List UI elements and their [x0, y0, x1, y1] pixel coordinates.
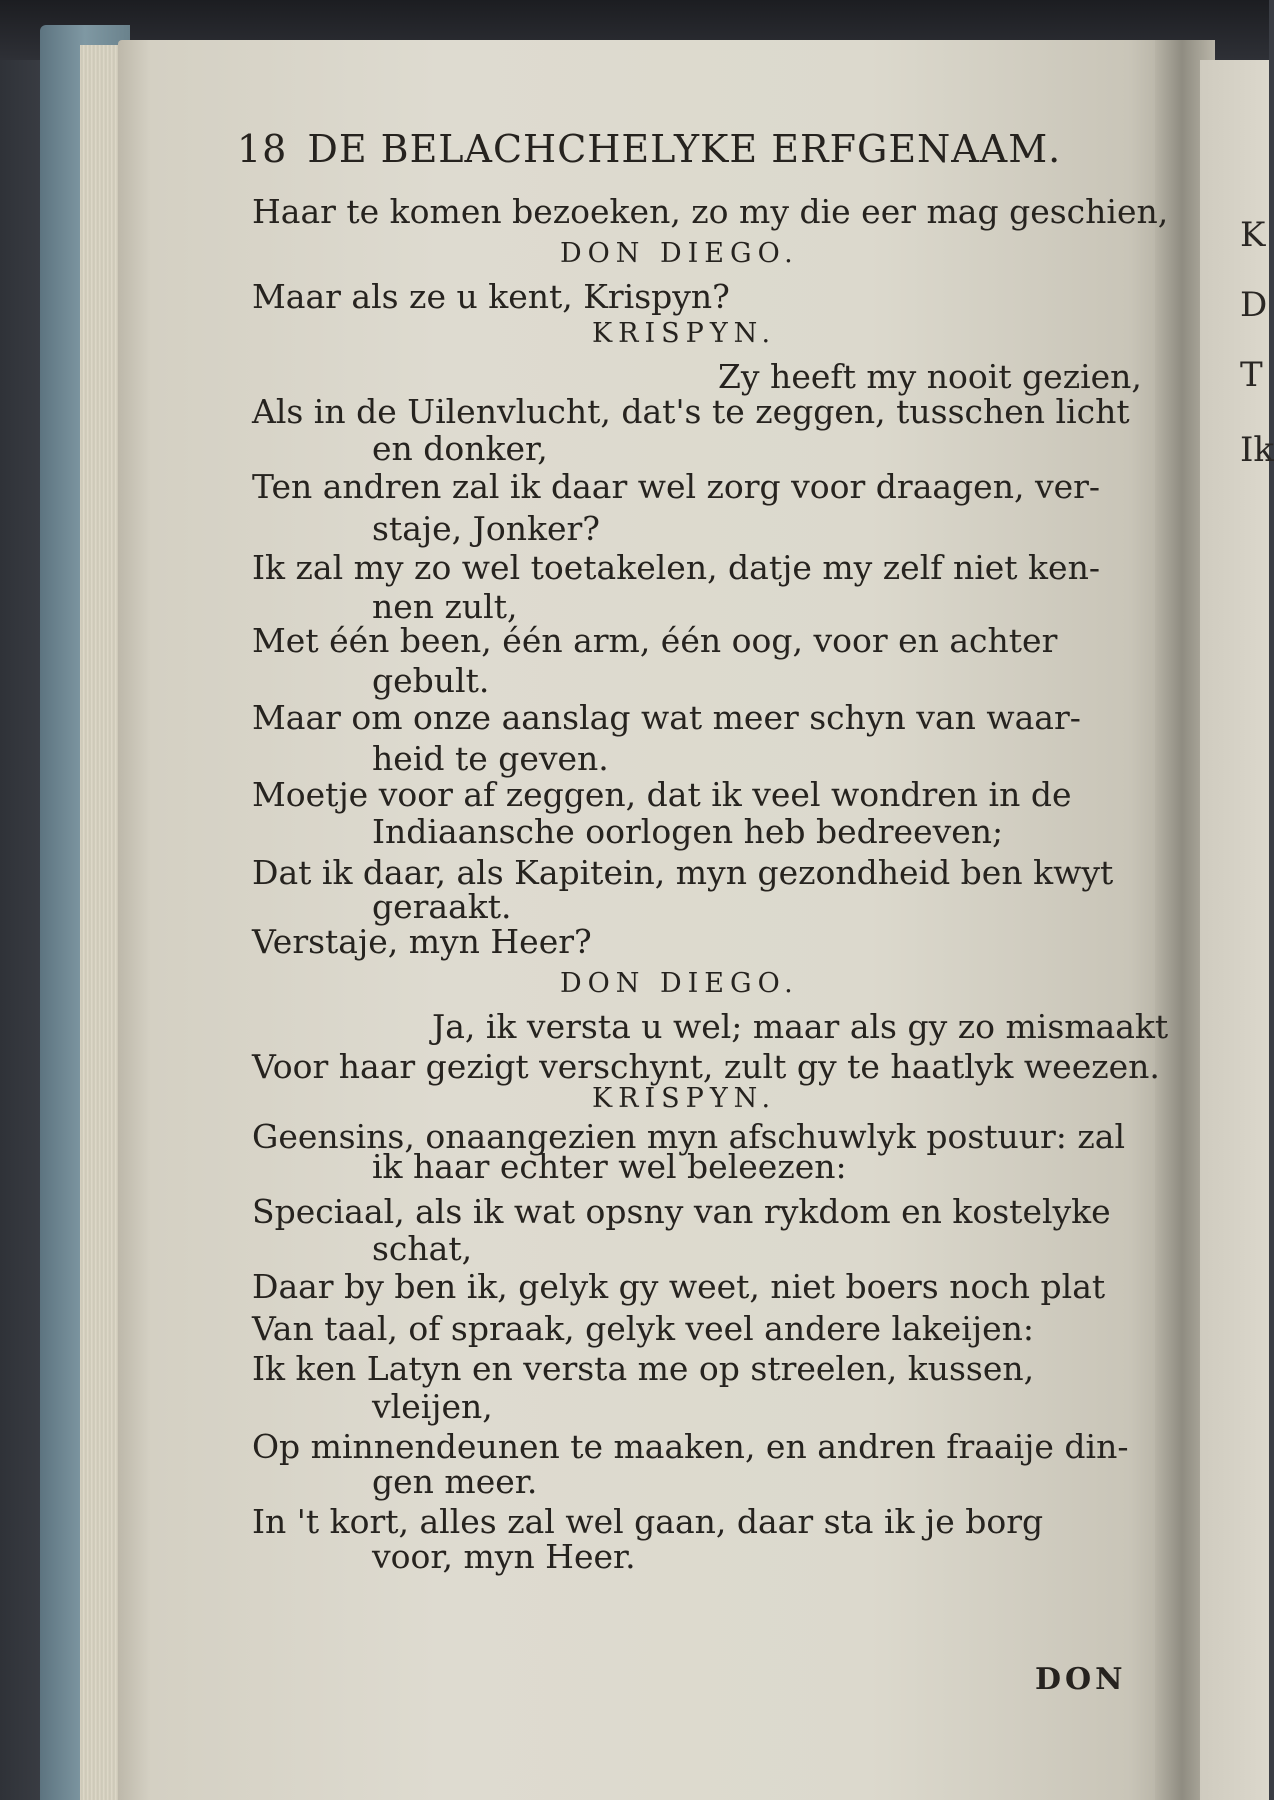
- verse-line: vleijen,: [372, 1387, 493, 1426]
- verse-line: voor, myn Heer.: [372, 1537, 636, 1576]
- verse-line: ik haar echter wel beleezen:: [372, 1147, 847, 1186]
- catchword: DON: [1035, 1662, 1127, 1697]
- running-head: [237, 127, 1062, 171]
- book-title: DE BELACHCHELYKE ERFGENAAM.: [307, 127, 1062, 171]
- verse-line: Op minnendeunen te maaken, en andren fraaije din-: [252, 1427, 1129, 1466]
- verse-line: Zy heeft my nooit gezien,: [718, 357, 1142, 396]
- verse-line: Dat ik daar, als Kapitein, myn gezondheid ben kwyt: [252, 853, 1114, 892]
- verse-line: en donker,: [372, 429, 548, 468]
- verse-line: Met één been, één arm, één oog, voor en achter: [252, 621, 1058, 660]
- facing-page-letter: D: [1240, 285, 1268, 325]
- facing-page-letter: Ik: [1240, 430, 1274, 470]
- facing-page-letter: K: [1240, 215, 1266, 255]
- verse-line: nen zult,: [372, 587, 518, 626]
- verse-line: gebult.: [372, 661, 490, 700]
- verse-line: Ja, ik versta u wel; maar als gy zo mismaakt: [432, 1007, 1169, 1046]
- verse-line: Voor haar gezigt verschynt, zult gy te haatlyk weezen.: [252, 1047, 1160, 1086]
- page-number: 18: [237, 127, 288, 171]
- speaker-name: KRISPYN.: [592, 1083, 777, 1114]
- verse-line: Als in de Uilenvlucht, dat's te zeggen, tusschen licht: [252, 392, 1130, 431]
- verse-line: Indiaansche oorlogen heb bedreeven;: [372, 812, 1004, 851]
- speaker-name: DON DIEGO.: [560, 238, 799, 269]
- verse-line: Maar als ze u kent, Krispyn?: [252, 277, 730, 316]
- verse-line: Daar by ben ik, gelyk gy weet, niet boers noch plat: [252, 1267, 1106, 1306]
- verse-line: staje, Jonker?: [372, 509, 600, 548]
- speaker-name: KRISPYN.: [592, 318, 777, 349]
- speaker-name: DON DIEGO.: [560, 968, 799, 999]
- verse-line: schat,: [372, 1229, 473, 1268]
- verse-line: Ik ken Latyn en versta me op streelen, kussen,: [252, 1349, 1035, 1388]
- verse-line: Ik zal my zo wel toetakelen, datje my zelf niet ken-: [252, 548, 1100, 587]
- verse-line: Speciaal, als ik wat opsny van rykdom en kostelyke: [252, 1192, 1111, 1231]
- verse-line: Geensins, onaangezien myn afschuwlyk postuur: zal: [252, 1117, 1126, 1156]
- verse-line: Ten andren zal ik daar wel zorg voor draagen, ver-: [252, 467, 1101, 506]
- facing-page-letter: T: [1240, 355, 1263, 395]
- verse-line: Verstaje, myn Heer?: [252, 922, 592, 961]
- verse-line: Maar om onze aanslag wat meer schyn van waar-: [252, 698, 1081, 737]
- verse-line: heid te geven.: [372, 739, 609, 778]
- verse-line: Van taal, of spraak, gelyk veel andere lakeijen:: [252, 1309, 1034, 1348]
- verse-line: Moetje voor af zeggen, dat ik veel wondren in de: [252, 775, 1072, 814]
- verse-line: geraakt.: [372, 887, 512, 926]
- verse-line: gen meer.: [372, 1462, 538, 1501]
- verse-line: Haar te komen bezoeken, zo my die eer mag geschien,: [252, 192, 1169, 231]
- verse-line: In 't kort, alles zal wel gaan, daar sta ik je borg: [252, 1502, 1044, 1541]
